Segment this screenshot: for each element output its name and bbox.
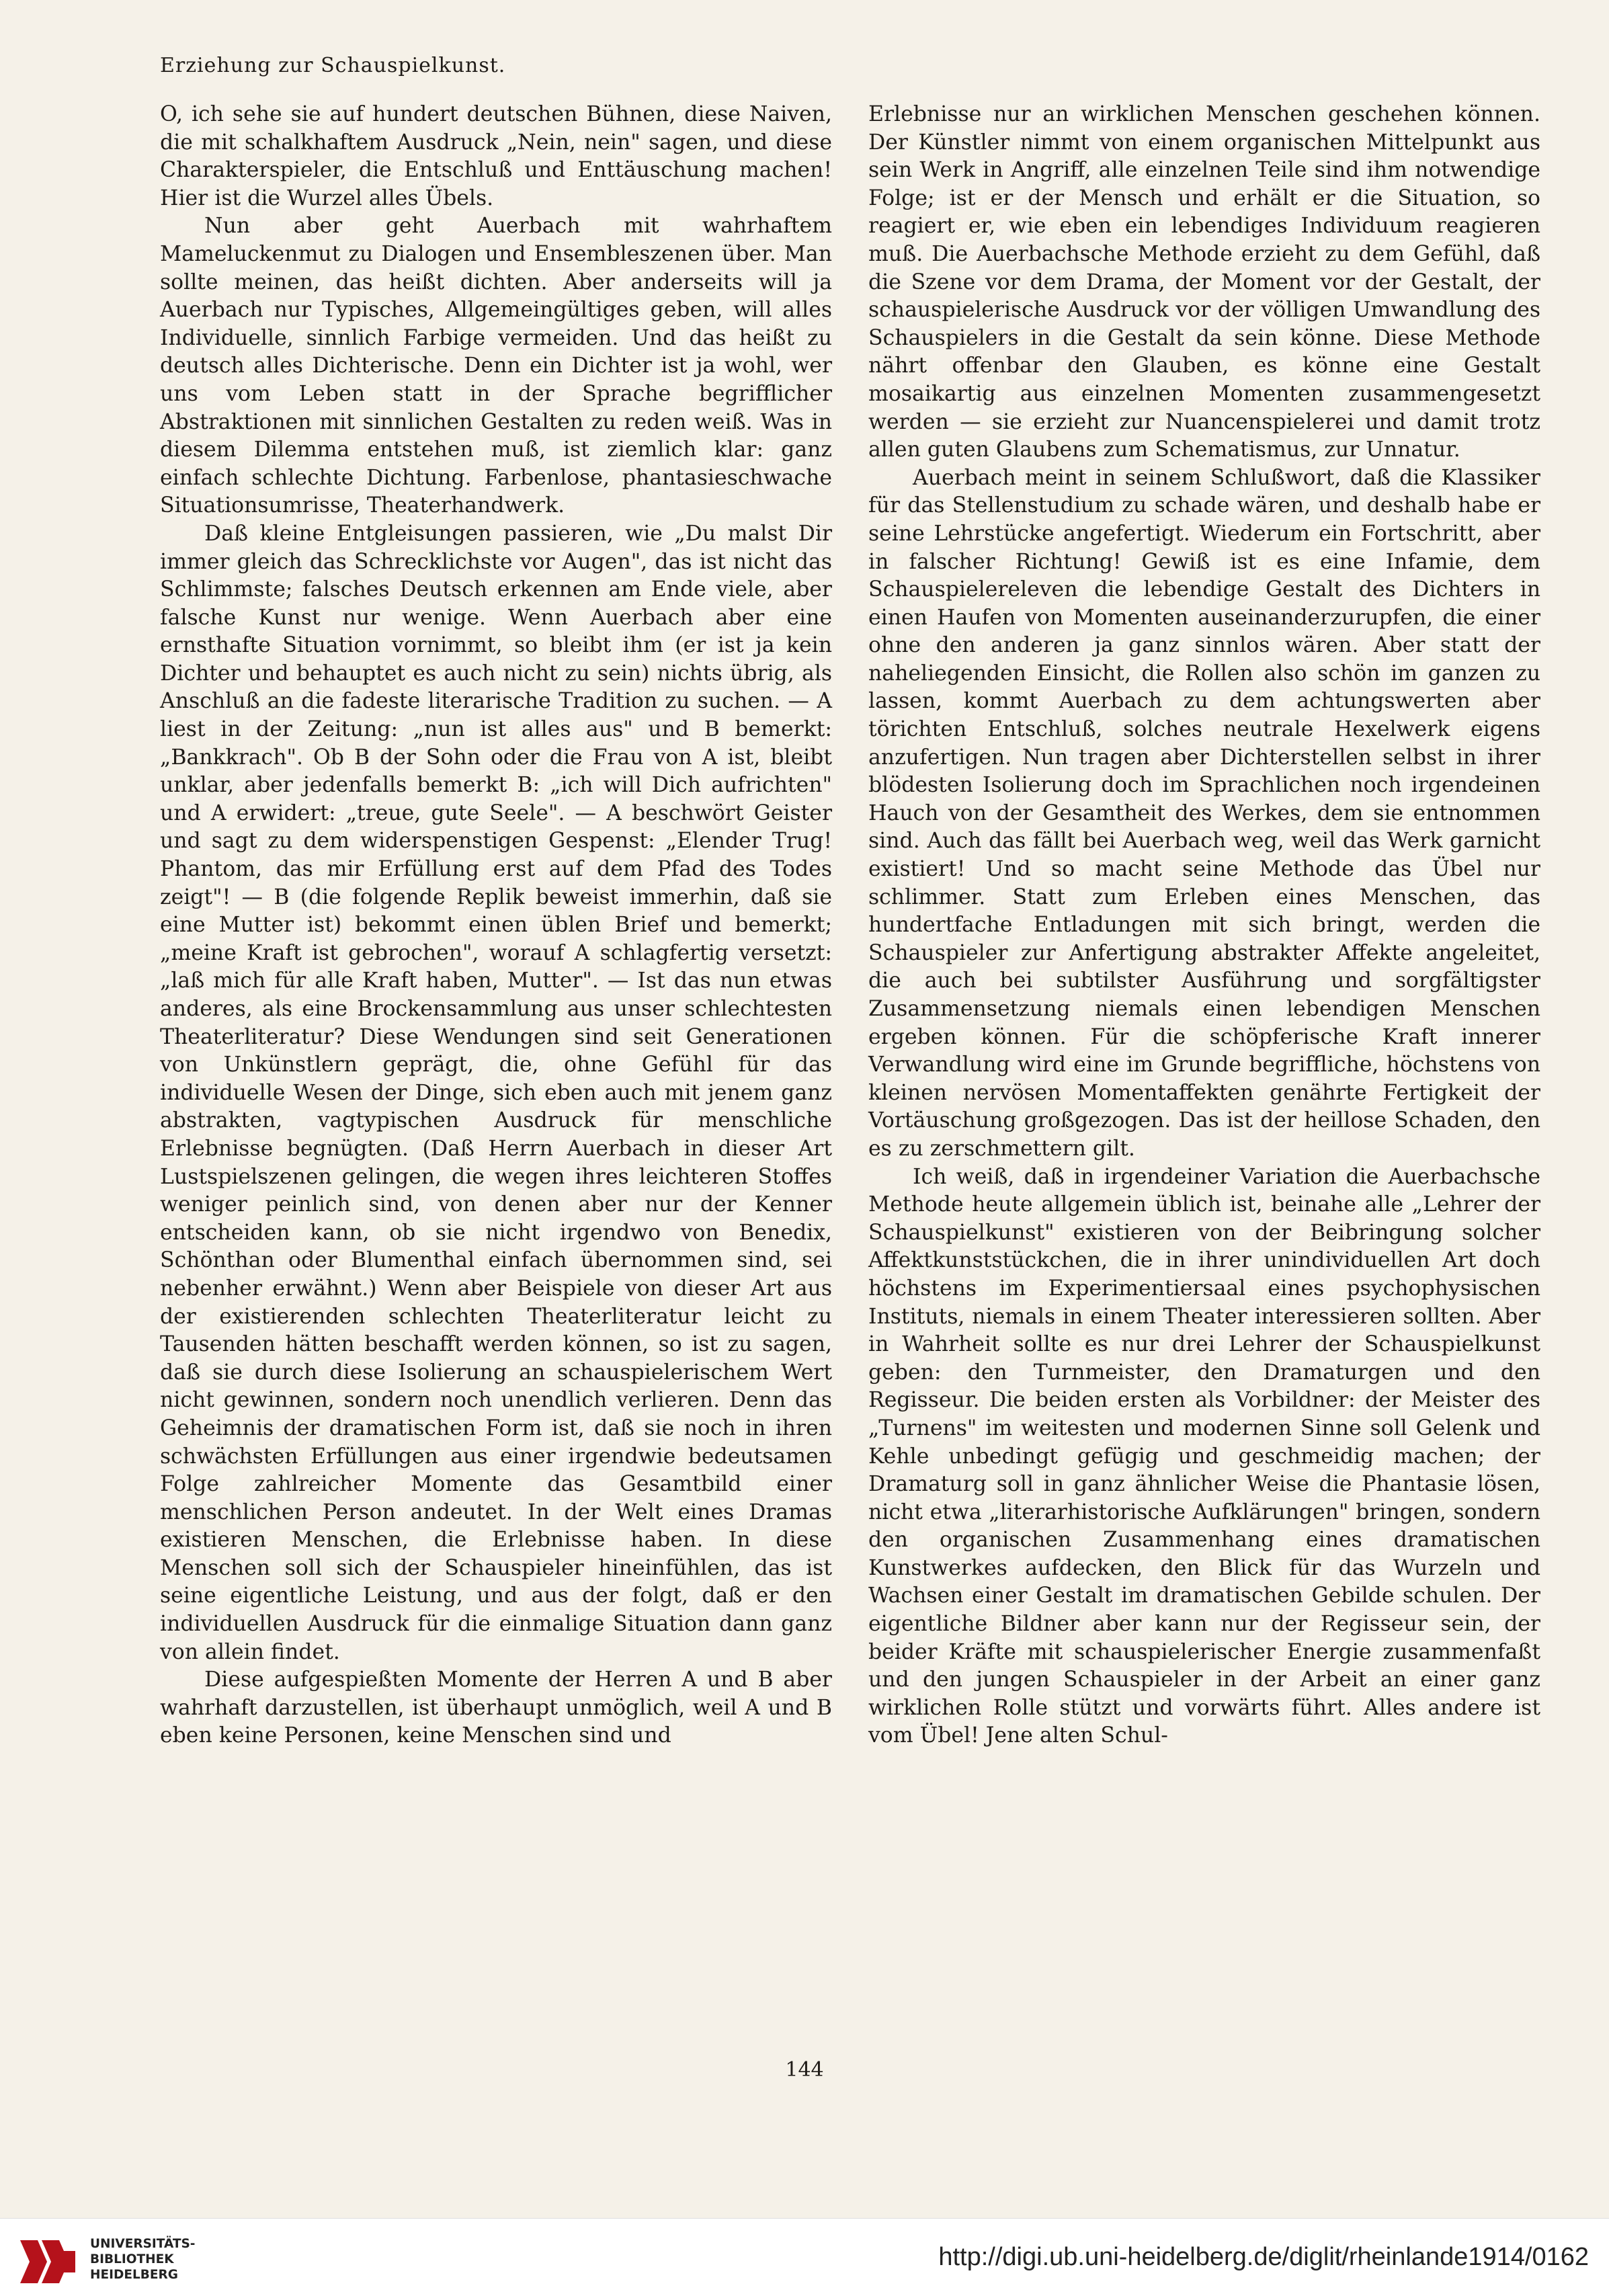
library-name-line: UNIVERSITÄTS- (90, 2237, 196, 2251)
left-column (160, 101, 832, 1750)
paragraph: Daß kleine Entgleisungen passieren, wie „Du malst Dir immer gleich das Schrecklichste vor Augen", das ist nicht das Schlimmste; falsches Deutsch erkennen am Ende viele, aber falsche Kunst nur wenige. Wenn Auerbach aber eine ernsthafte Situation vornimmt, so bleibt ihm (er ist ja kein Dichter und behauptet es auch nicht zu sein) nichts übrig, als Anschluß an die fadeste literarische Tradition zu suchen. — A liest in der Zeitung: „nun ist alles aus" und B bemerkt: „Bankkrach". Ob B der Sohn oder die Frau von A ist, bleibt unklar, aber jedenfalls bemerkt B: „ich will Dich aufrichten" und A erwidert: „treue, gute Seele". — A beschwört Geister und sagt zu dem widerspenstigen Gespenst: „Elender Trug! Phantom, das mir Erfüllung erst auf dem Pfad des Todes zeigt"! — B (die folgende Replik beweist immerhin, daß sie eine Mutter ist) bekommt einen üblen Brief und bemerkt; „meine Kraft ist gebrochen", worauf A schlagfertig versetzt: „laß mich für alle Kraft haben, Mutter". — Ist das nun etwas anderes, als eine Brockensammlung aus unser schlechtesten Theaterliteratur? Diese Wendungen sind seit Generationen von Unkünstlern geprägt, die, ohne Gefühl für das individuelle Wesen der Dinge, sich eben auch mit jenem ganz abstrakten, vagtypischen Ausdruck für menschliche Erlebnisse begnügten. (Daß Herrn Auerbach in dieser Art Lustspielszenen gelingen, die wegen ihres leichteren Stoffes weniger peinlich sind, von denen aber nur der Kenner entscheiden kann, ob sie nicht irgendwo von Benedix, Schönthan oder Blumenthal einfach übernommen sind, sei nebenher erwähnt.) Wenn aber Beispiele von dieser Art aus der existierenden schlechten Theaterliteratur leicht zu Tausenden hätten beschafft werden können, so ist zu sagen, daß sie durch diese Isolierung an schauspielerischem Wert nicht gewinnen, sondern noch unendlich verlieren. Denn das Geheimnis der dramatischen Form ist, daß sie noch in ihren schwächsten Erfüllungen aus einer irgendwie bedeutsamen Folge zahlreicher Momente das Gesamtbild einer menschlichen Person andeutet. In der Welt eines Dramas existieren Menschen, die Erlebnisse haben. In diese Menschen soll sich der Schauspieler hineinfühlen, das ist seine eigentliche Leistung, und aus der folgt, daß er den individuellen Ausdruck für die einmalige Situation dann ganz von allein findet. (160, 521, 832, 1664)
viewer-footer (0, 2218, 1609, 2296)
paragraph: Erlebnisse nur an wirklichen Menschen geschehen können. Der Künstler nimmt von einem organischen Mittelpunkt aus sein Werk in Angriff, alle einzelnen Teile sind ihm notwendige Folge; ist er der Mensch und erhält er die Situation, so reagiert er, wie eben ein lebendiges Individuum reagieren muß. Die Auerbachsche Methode erzieht zu dem Gefühl, daß die Szene vor dem Drama, der Moment vor der Gestalt, der schauspielerische Ausdruck vor der völligen Umwandlung des Schauspielers in die Gestalt da sein könne. Diese Methode nährt offenbar den Glauben, es könne eine Gestalt mosaikartig aus einzelnen Momenten zusammengesetzt werden — sie erzieht zur Nuancenspielerei und damit trotz allen guten Glaubens zum Schematismus, zur Unnatur. (868, 102, 1540, 462)
paragraph: Auerbach meint in seinem Schlußwort, daß die Klassiker für das Stellenstudium zu schade wären, und deshalb habe er seine Lehrstücke angefertigt. Wiederum ein Fortschritt, aber in falscher Richtung! Gewiß ist es eine Infamie, dem Schauspielereleven die lebendige Gestalt des Dichters in einen Haufen von Momenten auseinanderzurupfen, die einer ohne den anderen ja ganz sinnlos wären. Aber statt der naheliegenden Einsicht, die Rollen also schön im ganzen zu lassen, kommt Auerbach zu dem achtungswerten aber törichten Entschluß, solches neutrale Hexelwerk eigens anzufertigen. Nun tragen aber Dichterstellen selbst in ihrer blödesten Isolierung doch im Sprachlichen noch irgendeinen Hauch von der Gesamtheit des Werkes, dem sie entnommen sind. Auch das fällt bei Auerbach weg, weil das Werk garnicht existiert! Und so macht seine Methode das Übel nur schlimmer. Statt zum Erleben eines Menschen, das hundertfache Entladungen mit sich bringt, werden die Schauspieler zur Anfertigung abstrakter Affekte angeleitet, die auch bei subtilster Ausführung und sorgfältigster Zusammensetzung niemals einen lebendigen Menschen ergeben können. Für die schöpferische Kraft innerer Verwandlung wird eine im Grunde begriffliche, höchstens von kleinen nervösen Momentaffekten genährte Fertigkeit der Vortäuschung großgezogen. Das ist der heillose Schaden, den es zu zerschmettern gilt. (868, 465, 1540, 1161)
paragraph: Diese aufgespießten Momente der Herren A und B aber wahrhaft darzustellen, ist überhaupt unmöglich, weil A und B eben keine Personen, keine Menschen sind und (160, 1668, 832, 1748)
right-column (868, 101, 1540, 1750)
paragraph: Nun aber geht Auerbach mit wahrhaftem Mameluckenmut zu Dialogen und Ensembleszenen über. Man sollte meinen, das heißt dichten. Aber anderseits will ja Auerbach nur Typisches, Allgemeingültiges geben, will alles Individuelle, sinnlich Farbige vermeiden. Und das heißt zu deutsch alles Dichterische. Denn ein Dichter ist ja wohl, wer uns vom Leben statt in der Sprache begrifflicher Abstraktionen mit sinnlichen Gestalten zu reden weiß. Was in diesem Dilemma entstehen muß, ist ziemlich klar: ganz einfach schlechte Dichtung. Farbenlose, phantasieschwache Situationsumrisse, Theaterhandwerk. (160, 214, 832, 518)
library-name (90, 2236, 195, 2283)
library-name-line: HEIDELBERG (90, 2268, 178, 2282)
running-head: Erziehung zur Schauspielkunst. (160, 54, 506, 77)
permalink-url[interactable]: http://digi.ub.uni-heidelberg.de/diglit/rheinlande1914/0162 (938, 2243, 1589, 2271)
library-name-line: BIBLIOTHEK (90, 2252, 174, 2266)
paragraph: Ich weiß, daß in irgendeiner Variation die Auerbachsche Methode heute allgemein üblich ist, beinahe alle „Lehrer der Schauspielkunst" existieren von der Beibringung solcher Affektkunststückchen, die in ihrer unindividuellen Art doch höchstens im Experimentiersaal eines psychophysischen Instituts, niemals in einem Theater interessieren sollten. Aber in Wahrheit sollte es nur drei Lehrer der Schauspielkunst geben: den Turnmeister, den Dramaturgen und den Regisseur. Die beiden ersten als Vorbildner: der Meister des „Turnens" im weitesten und modernen Sinne soll Gelenk und Kehle unbedingt gefügig und geschmeidig machen; der Dramaturg soll in ganz ähnlicher Weise die Phantasie lösen, nicht etwa „literarhistorische Aufklärungen" bringen, sondern den organischen Zusammenhang eines dramatischen Kunstwerkes aufdecken, den Blick für das Wurzeln und Wachsen einer Gestalt im dramatischen Gebilde schulen. Der eigentliche Bildner aber kann nur der Regisseur sein, der beider Kräfte mit schauspielerischer Energie zusammenfaßt und den jungen Schauspieler in der Arbeit an einer ganz wirklichen Rolle stützt und vorwärts führt. Alles andere ist vom Übel! Jene alten Schul- (868, 1164, 1540, 1748)
paragraph: O, ich sehe sie auf hundert deutschen Bühnen, diese Naiven, die mit schalkhaftem Ausdruck „Nein, nein" sagen, und diese Charakterspieler, die Entschluß und Enttäuschung machen! Hier ist die Wurzel alles Übels. (160, 102, 832, 210)
page-number: 144 (785, 2058, 824, 2082)
library-logo-icon (17, 2238, 79, 2286)
